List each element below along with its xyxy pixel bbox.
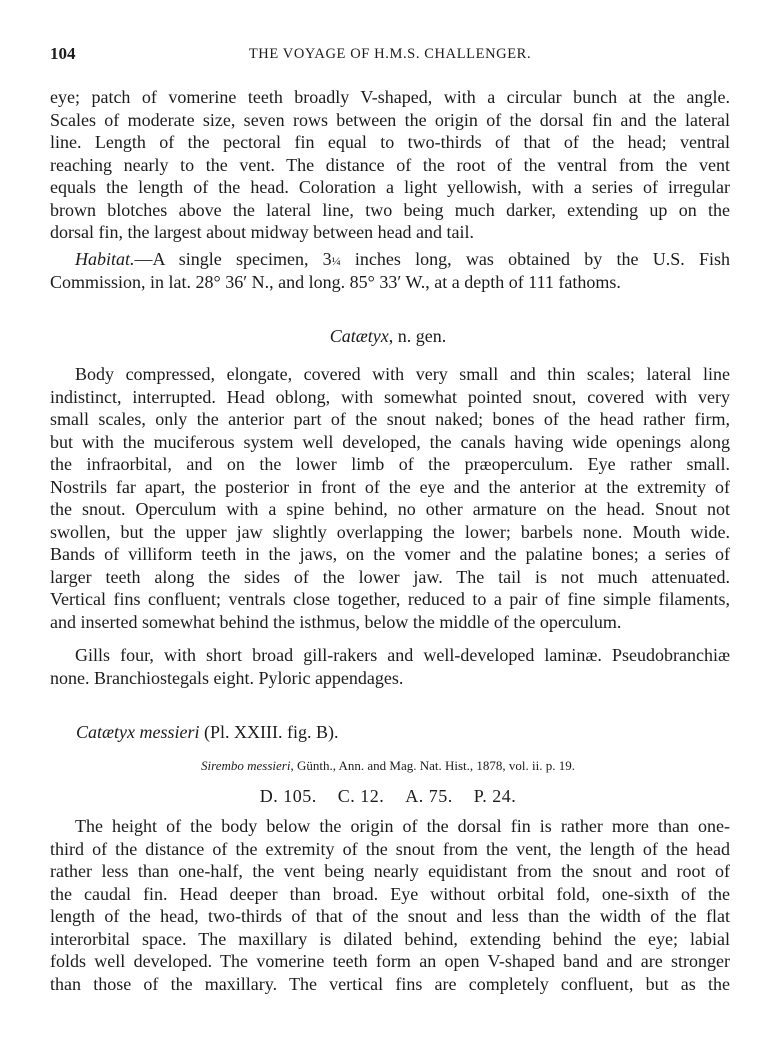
genus-name: Catætyx	[329, 326, 389, 346]
text-line: the infraorbital, and on the lower limb of the præoperculum. Eye rather small.	[50, 454, 730, 474]
synonym-citation	[0, 758, 776, 774]
text-line: eye; patch of vomerine teeth broadly V-shaped, with a circular bunch at the angle.	[50, 87, 730, 107]
gills-paragraph	[50, 644, 730, 689]
text-line: larger teeth along the sides of the lower jaw. The tail is not much attenuated.	[50, 566, 730, 587]
text-line: Scales of moderate size, seven rows between the origin of the dorsal fin and the lateral	[50, 109, 730, 130]
genus-description	[50, 363, 730, 633]
habitat-label: Habitat.	[75, 249, 135, 269]
text-line: reaching nearly to the vent. The distance of the root of the ventral from the vent	[50, 154, 730, 175]
text-line: Body compressed, elongate, covered with very small and thin scales; lateral line	[75, 364, 730, 384]
text-line: the snout. Operculum with a spine behind, no other armature on the head. Snout not	[50, 499, 730, 519]
habitat-text: inches long, was obtained by the U.S. Fish	[340, 249, 730, 269]
text-line: folds well developed. The vomerine teeth form an open V-shaped band and are stronger	[50, 951, 730, 971]
plate-reference: (Pl. XXIII. fig. B).	[199, 722, 339, 742]
genus-heading	[0, 326, 776, 347]
text-line: swollen, but the upper jaw slightly overlapping the lower; barbels none. Mouth wide.	[50, 521, 730, 542]
text-line: Nostrils far apart, the posterior in front of the eye and the anterior at the extremity of	[50, 476, 730, 497]
habitat-line: Commission, in lat. 28° 36′ N., and long. 85° 33′ W., at a depth of 111 fathoms.	[50, 271, 621, 292]
text-line: Gills four, with short broad gill-rakers and well-developed laminæ. Pseudobranchiæ	[75, 645, 730, 665]
fin-formula	[0, 786, 776, 807]
synonym-name: Sirembo messieri	[201, 758, 291, 773]
text-line: dorsal fin, the largest about midway between head and tail.	[50, 222, 475, 242]
text-line: than those of the maxillary. The vertical fins are completely confluent, but as the	[50, 973, 730, 994]
running-title: THE VOYAGE OF H.M.S. CHALLENGER.	[248, 46, 532, 62]
fin-count-anal: A. 75.	[405, 786, 453, 806]
text-line: Vertical fins confluent; ventrals close together, reduced to a pair of fine simple filaments,	[50, 589, 730, 609]
text-line: but with the muciferous system well developed, the canals having wide openings along	[50, 431, 730, 452]
habitat-text: —A single specimen, 3	[134, 249, 332, 269]
page-header	[50, 44, 730, 70]
habitat-line	[50, 248, 730, 271]
text-line: length of the head, two-thirds of that of the snout and less than the width of the flat	[50, 906, 730, 926]
fin-count-pectoral: P. 24.	[473, 786, 517, 806]
genus-suffix: , n. gen.	[388, 326, 447, 346]
text-line: line. Length of the pectoral fin equal to two-thirds of that of the head; ventral	[50, 132, 730, 152]
text-line: and inserted somewhat behind the isthmus, below the middle of the operculum.	[50, 611, 622, 632]
habitat-paragraph	[50, 248, 730, 293]
text-line: Bands of villiform teeth in the jaws, on the vomer and the palatine bones; a series of	[50, 544, 730, 564]
text-line: equals the length of the head. Coloration a light yellowish, with a series of irregular	[50, 177, 730, 197]
text-line: the caudal fin. Head deeper than broad. Eye without orbital fold, one-sixth of the	[50, 883, 730, 904]
text-line: rather less than one-half, the vent being nearly equidistant from the snout and root of	[50, 861, 730, 881]
synonym-reference: , Günth., Ann. and Mag. Nat. Hist., 1878, vol. ii. p. 19.	[290, 758, 575, 773]
species-name: Catætyx messieri	[76, 722, 200, 742]
text-line: none. Branchiostegals eight. Pyloric appendages.	[50, 667, 404, 688]
text-line: The height of the body below the origin of the dorsal fin is rather more than one-	[75, 816, 730, 836]
text-line: small scales, only the anterior part of the snout naked; bones of the head rather firm,	[50, 409, 730, 429]
text-line: indistinct, interrupted. Head oblong, with somewhat pointed snout, covered with very	[50, 386, 730, 407]
species-description	[50, 815, 730, 995]
text-line: brown blotches above the lateral line, two being much darker, extending up on the	[50, 199, 730, 220]
species-heading	[76, 722, 338, 743]
text-line: third of the distance of the extremity of the snout from the vent, the length of the head	[50, 838, 730, 859]
fraction: ¼	[331, 254, 341, 268]
continuation-paragraph	[50, 86, 730, 244]
fin-count-dorsal: D. 105.	[259, 786, 317, 806]
page-number: 104	[50, 44, 76, 63]
text-line: interorbital space. The maxillary is dilated behind, extending behind the eye; labial	[50, 928, 730, 949]
fin-count-caudal: C. 12.	[337, 786, 385, 806]
